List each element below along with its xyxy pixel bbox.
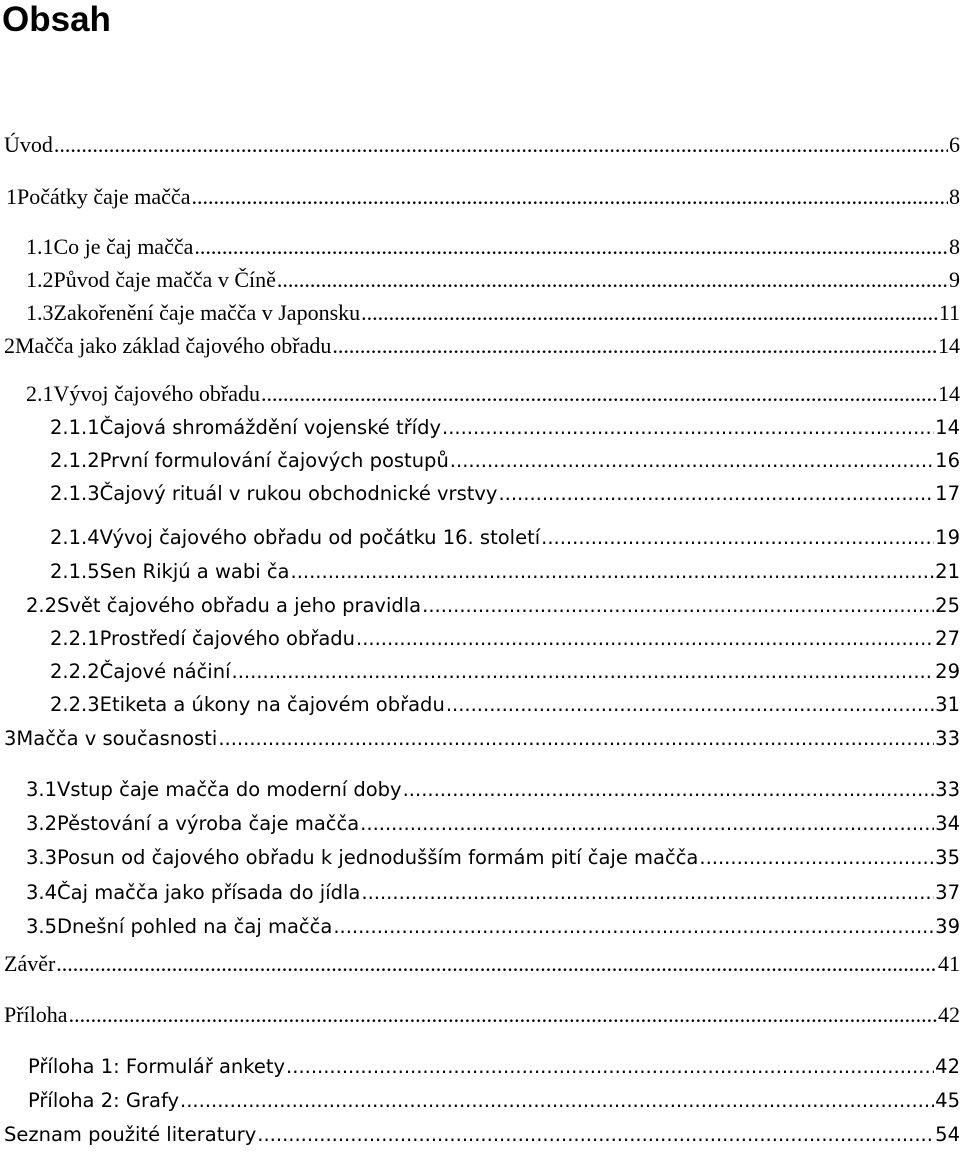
toc-dot-leader	[699, 843, 934, 873]
toc-page-number: 19	[935, 526, 960, 549]
toc-entry-text: Příloha 1: Formulář ankety	[28, 1055, 286, 1078]
toc-dot-leader	[191, 182, 948, 212]
toc-entry-text: Čajové náčiní	[99, 660, 231, 683]
toc-entry-text: Původ čaje mačča v Číně	[53, 267, 276, 292]
toc-entry-1-2[interactable]	[26, 265, 960, 295]
toc-page-number: 39	[935, 915, 960, 938]
toc-page-number: 11	[938, 300, 960, 325]
toc-entry-text: Čajový rituál v rukou obchodnické vrstvy	[99, 482, 498, 505]
toc-entry-3-4[interactable]	[26, 878, 960, 908]
toc-entry-number: 3.1	[26, 778, 58, 801]
toc-entry-number: 2.1.4	[50, 526, 100, 549]
toc-entry-3-1[interactable]	[26, 775, 960, 805]
toc-page-number: 34	[935, 812, 960, 835]
toc-page-number: 14	[935, 416, 960, 439]
toc-dot-leader	[261, 379, 937, 409]
toc-dot-leader	[422, 591, 934, 621]
toc-entry-2-1[interactable]	[26, 379, 960, 409]
toc-page-number: 37	[935, 881, 960, 904]
toc-entry-number: 2.1.2	[50, 449, 100, 472]
toc-dot-leader	[286, 1052, 934, 1082]
toc-dot-leader	[450, 446, 934, 476]
toc-page-number: 14	[938, 381, 960, 406]
toc-dot-leader	[356, 624, 934, 654]
toc-page-number: 25	[935, 594, 960, 617]
toc-entry-2-1-2[interactable]	[50, 446, 960, 476]
toc-page-number: 33	[935, 727, 960, 750]
toc-entry-2-2-3[interactable]	[50, 690, 960, 720]
toc-dot-leader	[69, 1000, 937, 1030]
toc-entry-number: 1.1	[26, 234, 54, 259]
toc-dot-leader	[403, 775, 935, 805]
toc-page-number: 9	[949, 267, 960, 292]
toc-page-number: 45	[935, 1089, 960, 1112]
toc-entry-number: 1.3	[26, 300, 54, 325]
toc-entry-text: Počátky čaje mačča	[17, 184, 191, 209]
toc-entry-text: Dnešní pohled na čaj mačča	[57, 915, 333, 938]
toc-entry-number: 2	[4, 333, 15, 358]
toc-entry-2[interactable]	[4, 331, 960, 361]
toc-dot-leader	[291, 557, 935, 587]
toc-entry-text: Sen Rikjú a wabi ča	[99, 560, 290, 583]
toc-entry-priloha-1[interactable]	[28, 1052, 960, 1082]
toc-dot-leader	[361, 878, 934, 908]
toc-dot-leader	[361, 298, 938, 328]
toc-entry-2-1-3[interactable]	[50, 479, 960, 509]
toc-entry-2-2-1[interactable]	[50, 624, 960, 654]
toc-entry-text: Co je čaj mačča	[53, 234, 194, 259]
toc-entry-text: Mačča v současnosti	[16, 727, 218, 750]
toc-entry-priloha[interactable]	[4, 1000, 960, 1030]
toc-entry-number: 3.2	[26, 812, 58, 835]
toc-entry-number: 3.3	[26, 846, 58, 869]
toc-entry-number: 2.2.1	[50, 627, 100, 650]
toc-dot-leader	[442, 413, 934, 443]
toc-dot-leader	[218, 724, 934, 754]
toc-entry-text: Posun od čajového obřadu k jednodušším formám pití čaje mačča	[57, 846, 699, 869]
toc-page-number: 42	[938, 1002, 960, 1027]
toc-dot-leader	[277, 265, 948, 295]
toc-page-number: 6	[949, 132, 960, 157]
toc-entry-text: Příloha 2: Grafy	[28, 1089, 180, 1112]
toc-entry-number: 2.2	[26, 594, 58, 617]
toc-entry-text: První formulování čajových postupů	[99, 449, 449, 472]
toc-entry-number: 3.5	[26, 915, 58, 938]
toc-entry-zaver[interactable]	[4, 949, 960, 979]
toc-entry-3-2[interactable]	[26, 809, 960, 839]
toc-dot-leader	[360, 809, 934, 839]
toc-page-number: 21	[935, 560, 960, 583]
toc-entry-text: Vývoj čajového obřadu	[53, 381, 260, 406]
toc-entry-text: Vstup čaje mačča do moderní doby	[57, 778, 402, 801]
page-title: Obsah	[2, 0, 111, 39]
toc-dot-leader	[232, 657, 935, 687]
toc-entry-text: Etiketa a úkony na čajovém obřadu	[99, 693, 445, 716]
toc-entry-number: 3.4	[26, 881, 58, 904]
toc-page-number: 16	[935, 449, 960, 472]
toc-entry-text: Příloha	[4, 1002, 68, 1027]
toc-entry-number: 2.1.3	[50, 482, 100, 505]
toc-page-number: 27	[935, 627, 960, 650]
toc-entry-text: Pěstování a výroba čaje mačča	[57, 812, 360, 835]
toc-entry-text: Vývoj čajového obřadu od počátku 16. století	[99, 526, 541, 549]
toc-page-number: 33	[935, 778, 960, 801]
toc-entry-number: 1.2	[26, 267, 54, 292]
toc-entry-priloha-2[interactable]	[28, 1086, 960, 1116]
toc-dot-leader	[54, 130, 948, 160]
toc-entry-number: 2.1	[26, 381, 54, 406]
toc-dot-leader	[56, 949, 937, 979]
toc-entry-text: Úvod	[4, 132, 53, 157]
toc-entry-2-1-4[interactable]	[50, 523, 960, 553]
toc-dot-leader	[541, 523, 934, 553]
toc-entry-number: 2.1.5	[50, 560, 100, 583]
toc-entry-text: Čaj mačča jako přísada do jídla	[57, 881, 361, 904]
toc-entry-text: Mačča jako základ čajového obřadu	[15, 333, 332, 358]
toc-entry-2-2-2[interactable]	[50, 657, 960, 687]
toc-entry-1-1[interactable]	[26, 232, 960, 262]
toc-entry-number: 2.1.1	[50, 416, 100, 439]
toc-dot-leader	[257, 1120, 934, 1150]
toc-entry-literatura[interactable]	[4, 1120, 960, 1150]
toc-page-number: 35	[935, 846, 960, 869]
toc-page-number: 29	[935, 660, 960, 683]
toc-entry-2-2[interactable]	[26, 591, 960, 621]
toc-page-number: 41	[938, 951, 960, 976]
toc-entry-2-1-5[interactable]	[50, 557, 960, 587]
toc-entry-number: 3	[4, 727, 17, 750]
toc-page-number: 17	[935, 482, 960, 505]
toc-page-number: 31	[935, 693, 960, 716]
toc-entry-uvod[interactable]	[4, 130, 960, 160]
toc-dot-leader	[333, 912, 934, 942]
toc-page-number: 42	[935, 1055, 960, 1078]
toc-dot-leader	[446, 690, 934, 720]
toc-entry-3-3[interactable]	[26, 843, 960, 873]
toc-page-number: 8	[949, 184, 960, 209]
toc-entry-text: Závěr	[4, 951, 56, 976]
toc-page-number: 8	[949, 234, 960, 259]
toc-entry-number: 1	[6, 184, 17, 209]
toc-entry-text: Prostředí čajového obřadu	[99, 627, 356, 650]
toc-entry-number: 2.2.2	[50, 660, 100, 683]
toc-entry-3-5[interactable]	[26, 912, 960, 942]
toc-entry-text: Čajová shromáždění vojenské třídy	[99, 416, 441, 439]
toc-dot-leader	[498, 479, 934, 509]
toc-page-number: 14	[938, 333, 960, 358]
toc-entry-text: Zakořenění čaje mačča v Japonsku	[53, 300, 361, 325]
toc-dot-leader	[332, 331, 937, 361]
toc-entry-text: Seznam použité literatury	[4, 1123, 257, 1146]
toc-entry-number: 2.2.3	[50, 693, 100, 716]
toc-page-number: 54	[935, 1123, 960, 1146]
toc-entry-3[interactable]	[4, 724, 960, 754]
toc-entry-1-3[interactable]	[26, 298, 960, 328]
toc-entry-text: Svět čajového obřadu a jeho pravidla	[57, 594, 422, 617]
toc-entry-2-1-1[interactable]	[50, 413, 960, 443]
toc-dot-leader	[194, 232, 948, 262]
toc-dot-leader	[180, 1086, 934, 1116]
toc-entry-1[interactable]	[6, 182, 960, 212]
